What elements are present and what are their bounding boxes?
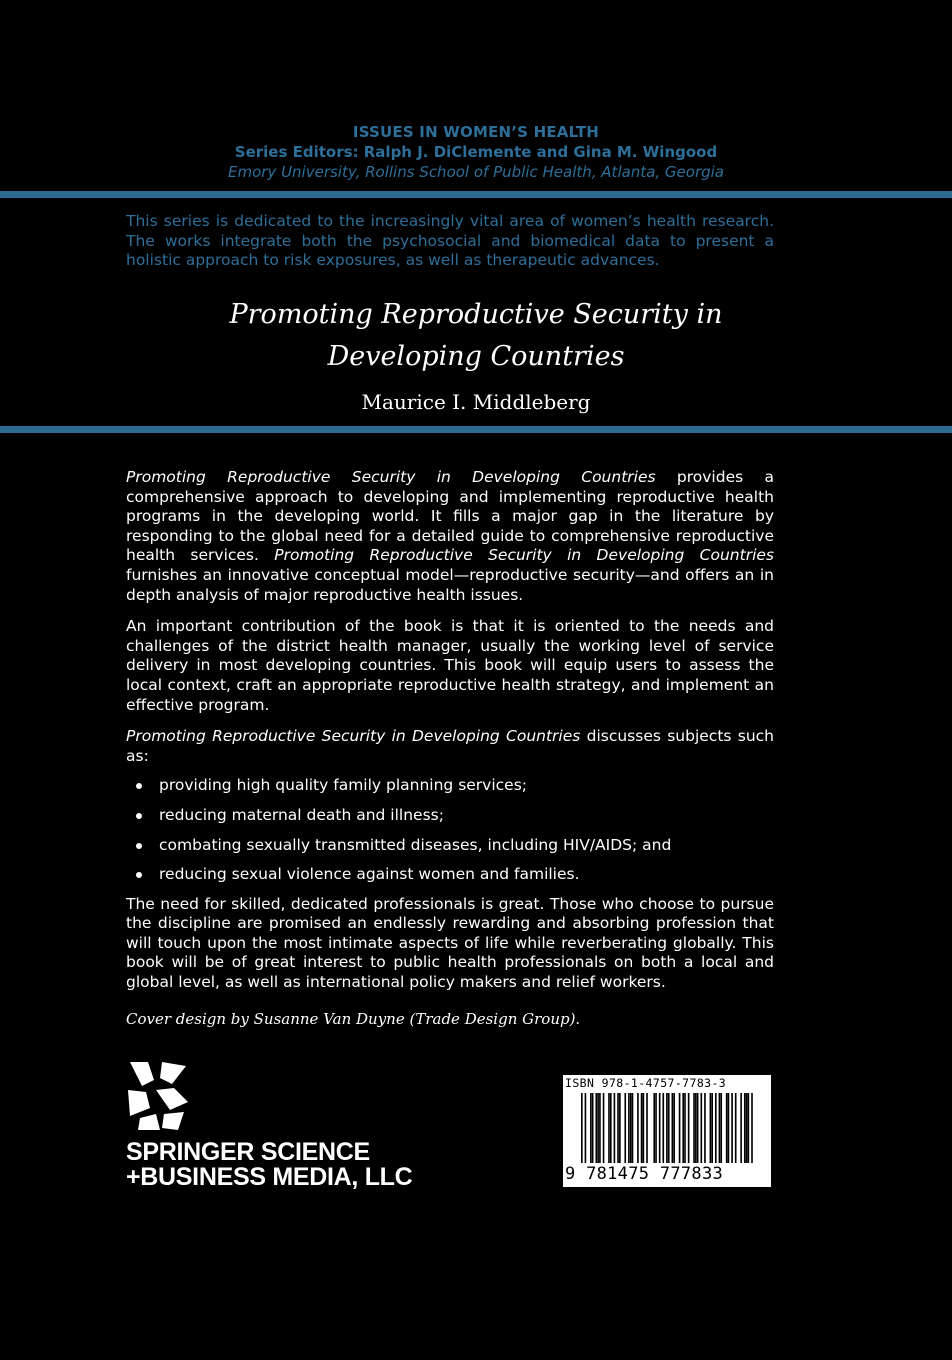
barcode-bar	[590, 1093, 592, 1163]
barcode-bar	[595, 1093, 597, 1163]
barcode-bar	[581, 1093, 583, 1163]
barcode-bar	[672, 1093, 674, 1163]
list-item-text: providing high quality family planning services;	[159, 776, 528, 795]
barcode-bar	[641, 1093, 643, 1163]
book-title	[0, 294, 952, 378]
barcode-bar	[697, 1093, 699, 1163]
list-item-text: combating sexually transmitted diseases, including HIV/AIDS; and	[159, 835, 672, 854]
publisher-name	[126, 1140, 412, 1190]
barcode-bar	[728, 1093, 730, 1163]
blurb-text: discusses subjects such as:	[126, 727, 774, 765]
barcode-bar	[632, 1093, 634, 1163]
blurb-paragraph-4: The need for skilled, dedicated professionals is great. Those who choose to pursue the discipline are promised an endlessly rewarding and absorbing profession that will touch upon the most intimate aspects of life while reverberating globally. This book will be of great interest to public health professionals on both a local and global level, as well as international policy makers and relief workers.	[126, 894, 774, 992]
isbn-barcode	[563, 1075, 771, 1187]
barcode-bar	[659, 1093, 661, 1163]
barcode-bar	[673, 1093, 675, 1163]
blurb-paragraph-1	[126, 468, 774, 605]
publisher-line2: +BUSINESS MEDIA, LLC	[126, 1163, 413, 1191]
series-header	[0, 122, 952, 182]
barcode-bar	[744, 1093, 746, 1163]
barcode-bar	[693, 1093, 695, 1163]
barcode-bar	[628, 1093, 630, 1163]
publisher-line1: SPRINGER SCIENCE	[126, 1138, 370, 1166]
barcode-bar	[726, 1093, 728, 1163]
barcode-bar	[655, 1093, 657, 1163]
bullet-icon	[136, 813, 142, 819]
book-title-line2: Developing Countries	[327, 341, 625, 372]
barcode-bar	[748, 1093, 750, 1163]
barcode-bar	[646, 1093, 648, 1163]
barcode-bars	[581, 1093, 753, 1163]
series-title: ISSUES IN WOMEN’S HEALTH	[352, 123, 600, 141]
book-title-line1: Promoting Reproductive Security in	[229, 299, 723, 330]
list-item	[126, 865, 774, 885]
barcode-bar	[630, 1093, 632, 1163]
barcode-bar	[668, 1093, 670, 1163]
barcode-bar	[617, 1093, 619, 1163]
barcode-bar	[695, 1093, 697, 1163]
blurb-text: furnishes an innovative conceptual model—reproductive security—and offers an in depth analysis of major reproductive health issues.	[126, 565, 774, 604]
barcode-bar	[740, 1093, 742, 1163]
barcode-bar	[688, 1093, 690, 1163]
cover-design-credit: Cover design by Susanne Van Duyne (Trade Design Group).	[126, 1010, 581, 1028]
barcode-bar	[735, 1093, 737, 1163]
blurb	[126, 468, 774, 1005]
subject-list	[126, 776, 774, 884]
barcode-bar	[619, 1093, 621, 1163]
author-name: Maurice I. Middleberg	[361, 390, 591, 414]
barcode-bar	[682, 1093, 684, 1163]
bullet-icon	[136, 843, 142, 849]
barcode-bar	[731, 1093, 733, 1163]
isbn-text: ISBN 978-1-4757-7783-3	[565, 1076, 727, 1090]
list-item-text: reducing maternal death and illness;	[159, 805, 444, 824]
list-item	[126, 776, 774, 796]
barcode-bar	[662, 1093, 664, 1163]
barcode-bar	[720, 1093, 722, 1163]
barcode-bar	[684, 1093, 686, 1163]
barcode-bar	[715, 1093, 717, 1163]
barcode-bar	[746, 1093, 748, 1163]
barcode-bar	[643, 1093, 645, 1163]
book-title-reference: Promoting Reproductive Security in Developing Countries	[126, 468, 656, 486]
barcode-bar	[599, 1093, 601, 1163]
barcode-bar	[637, 1093, 639, 1163]
barcode-bar	[653, 1093, 655, 1163]
barcode-bar	[610, 1093, 612, 1163]
barcode-digits: 9 781475 777833	[565, 1164, 724, 1184]
blurb-text: provides a comprehensive approach to developing and implementing reproductive health programs in the developing world. It fills a major gap in the literature by responding to the global need for a detailed guide to comprehensive reproductive health services.	[126, 468, 774, 565]
barcode-bar	[597, 1093, 599, 1163]
barcode-bar	[666, 1093, 668, 1163]
top-divider	[0, 191, 952, 198]
barcode-bar	[585, 1093, 587, 1163]
book-title-reference: Promoting Reproductive Security in Developing Countries	[126, 727, 581, 746]
barcode-bar	[603, 1093, 605, 1163]
bullet-icon	[136, 872, 142, 878]
blurb-paragraph-2: An important contribution of the book is that it is oriented to the needs and challenges of the district health manager, usually the working level of service delivery in most developing countries. This book will equip users to assess the local context, craft an appropriate reproductive health strategy, and implement an effective program.	[126, 617, 774, 714]
series-affiliation: Emory University, Rollins School of Public Health, Atlanta, Georgia	[227, 163, 724, 181]
series-description: This series is dedicated to the increasingly vital area of women’s health research. The works integrate both the psychosocial and biomedical data to present a holistic approach to risk exposures, as well as therapeutic advances.	[126, 212, 774, 269]
barcode-bar	[751, 1093, 753, 1163]
barcode-bar	[710, 1093, 712, 1163]
springer-logo-icon	[126, 1060, 190, 1132]
barcode-bar	[624, 1093, 626, 1163]
barcode-bar	[679, 1093, 681, 1163]
blurb-paragraph-3	[126, 727, 774, 766]
barcode-bar	[704, 1093, 706, 1163]
bullet-icon	[136, 783, 142, 789]
barcode-bar	[711, 1093, 713, 1163]
list-item-text: reducing sexual violence against women and families.	[159, 865, 580, 884]
bottom-divider	[0, 426, 952, 433]
book-title-reference: Promoting Reproductive Security in Developing Countries	[274, 546, 774, 565]
barcode-bar	[608, 1093, 610, 1163]
barcode-bar	[719, 1093, 721, 1163]
barcode-bar	[592, 1093, 594, 1163]
barcode-bar	[614, 1093, 616, 1163]
list-item	[126, 806, 774, 826]
series-editors: Series Editors: Ralph J. DiClemente and Gina M. Wingood	[234, 143, 718, 161]
barcode-bar	[700, 1093, 702, 1163]
list-item	[126, 836, 774, 856]
